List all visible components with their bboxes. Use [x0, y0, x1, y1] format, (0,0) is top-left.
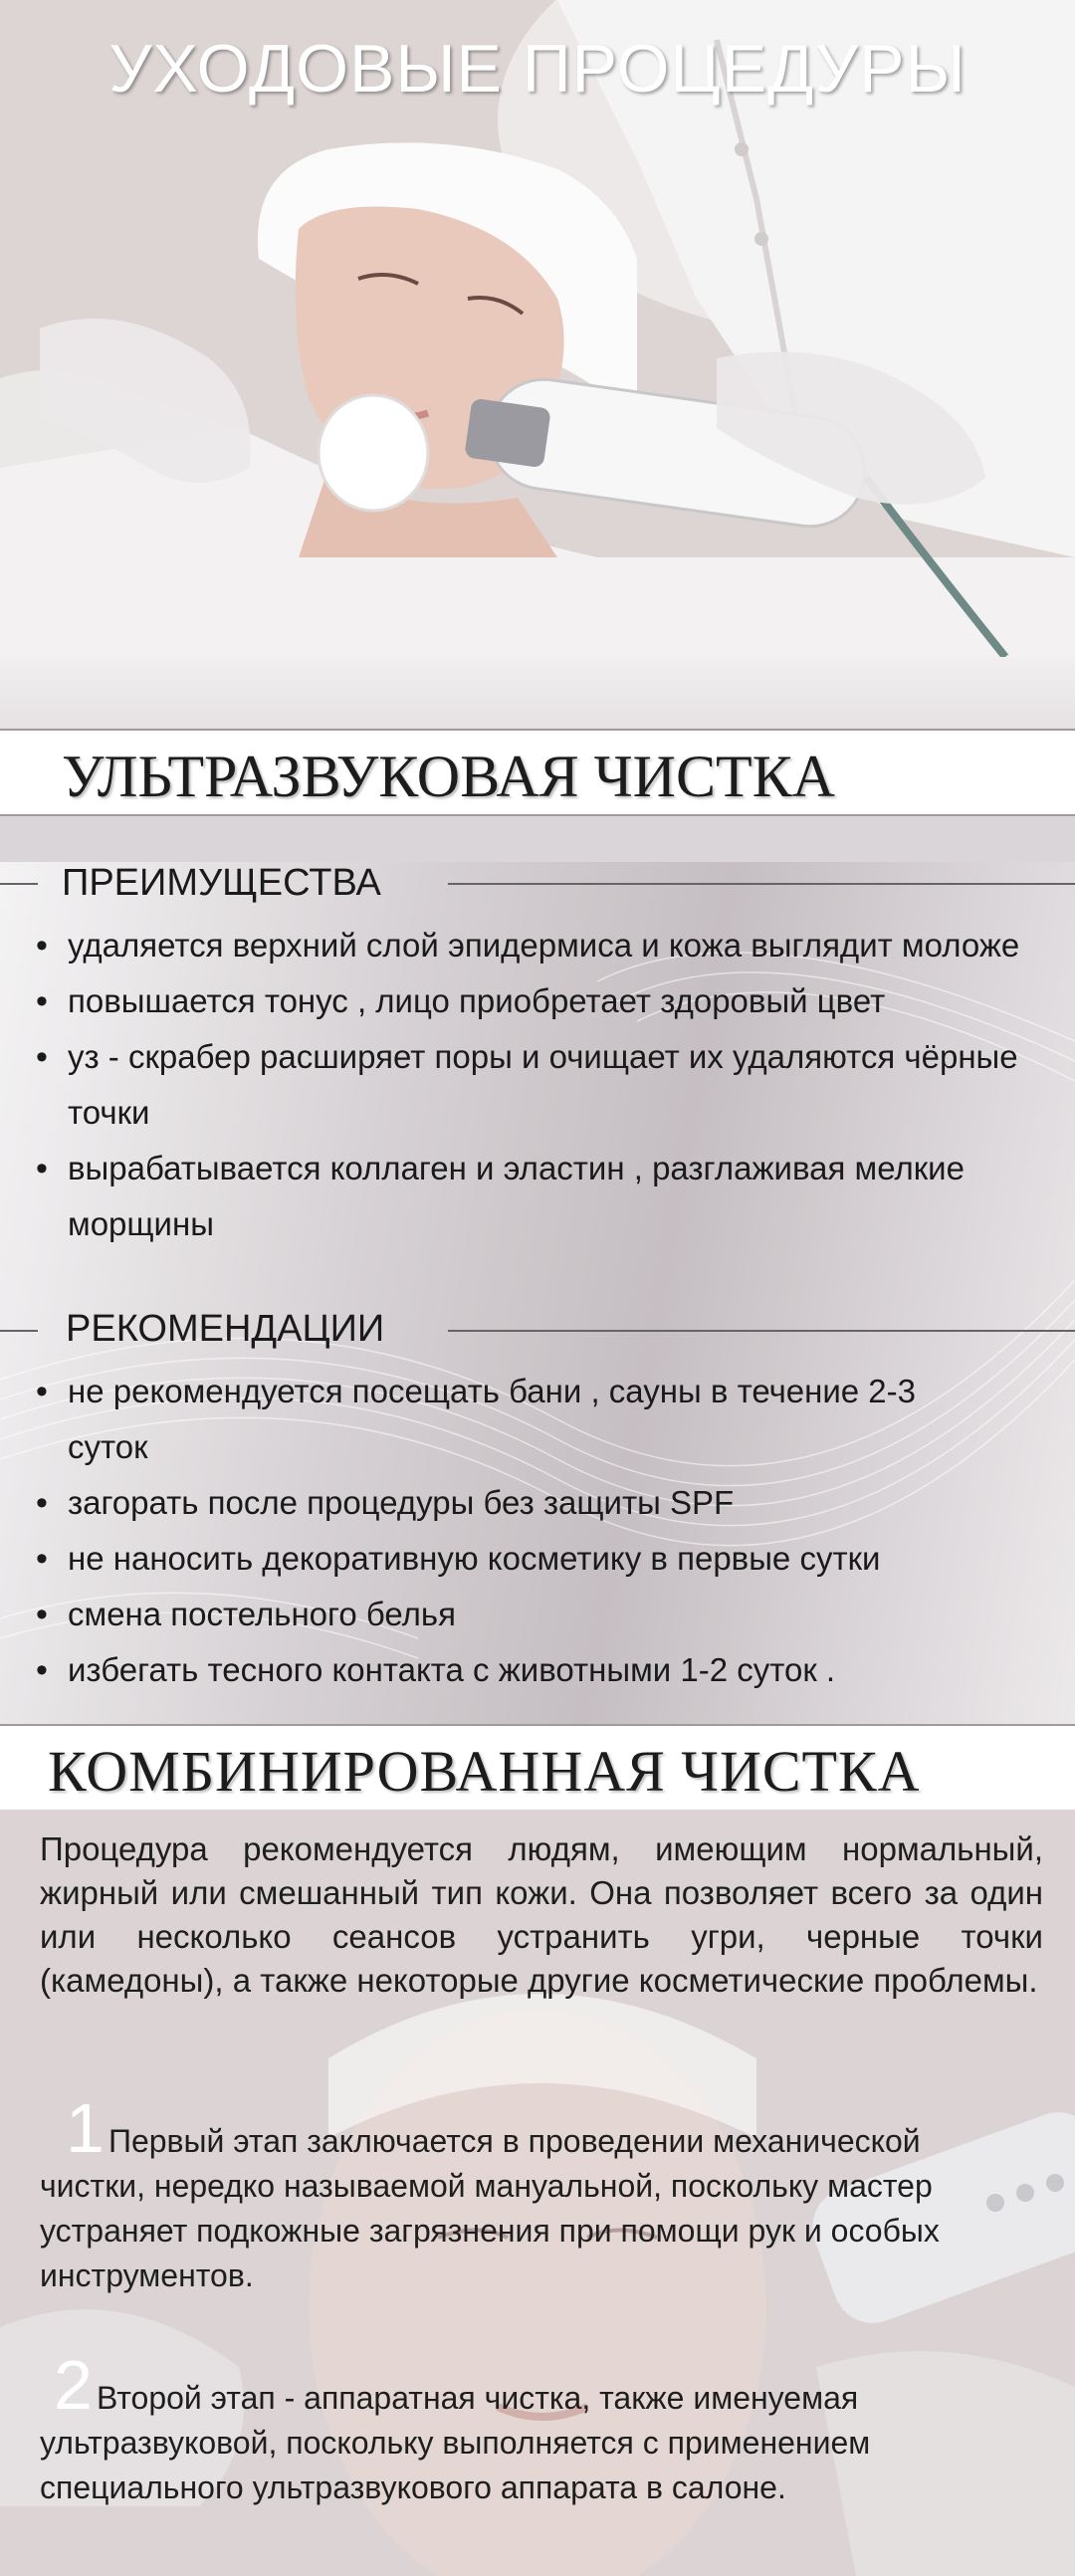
- step-number: 2: [54, 2346, 93, 2424]
- step-text: Первый этап заключается в проведении механической чистки, нередко называемой мануальной, поскольку мастер устраняет подкожные загрязнения при помощи рук и особых инструментов.: [40, 2123, 940, 2293]
- divider-strip: [0, 657, 1075, 729]
- list-item: • не рекомендуется посещать бани , сауны в течение 2-3 суток: [36, 1364, 1003, 1475]
- ultrasonic-title-band: [0, 729, 1075, 816]
- step-text: Второй этап - аппаратная чистка, также именуемая ультразвуковой, поскольку выполняется с применением специального ультразвукового аппарата в салоне.: [40, 2380, 871, 2505]
- list-item: • удаляется верхний слой эпидермиса и кожа выглядит моложе: [36, 918, 1043, 973]
- hero-title: УХОДОВЫЕ ПРОЦЕДУРЫ: [108, 31, 967, 107]
- list-item: • смена постельного белья: [36, 1587, 1071, 1642]
- advantages-heading: ПРЕИМУЩЕСТВА: [62, 862, 381, 904]
- combined-title: КОМБИНИРОВАННАЯ ЧИСТКА: [48, 1739, 921, 1804]
- advantages-list: [36, 918, 1071, 1252]
- step-1: [40, 2089, 1015, 2298]
- list-item: • повышается тонус , лицо приобретает здоровый цвет: [36, 973, 1071, 1029]
- list-item: • загорать после процедуры без защиты SPF: [36, 1475, 1071, 1531]
- list-item: • избегать тесного контакта с животными 1-2 суток .: [36, 1642, 1071, 1698]
- combined-intro: Процедура рекомендуется людям, имеющим нормальный, жирный или смешанный тип кожи. Она позволяет всего за один или несколько сеансов устранить угри, черные точки (камедоны), а также некоторые другие косметические проблемы.: [40, 1830, 1043, 1999]
- recommendations-heading: РЕКОМЕНДАЦИИ: [66, 1308, 385, 1350]
- ultrasonic-title: УЛЬТРАЗВУКОВАЯ ЧИСТКА: [62, 744, 836, 809]
- recommendations-rule-right: [448, 1330, 1075, 1332]
- advantages-rule-left: [0, 883, 38, 885]
- recommendations-list: [36, 1364, 1071, 1698]
- step-2: [40, 2346, 1025, 2510]
- advantages-rule-right: [448, 883, 1075, 885]
- list-item: • уз - скрабер расширяет поры и очищает их удаляются чёрные точки: [36, 1029, 1053, 1141]
- list-item: • вырабатывается коллаген и эластин , разглаживая мелкие морщины: [36, 1141, 1075, 1252]
- list-item: • не наносить декоративную косметику в первые сутки: [36, 1531, 1071, 1587]
- combined-title-band: [0, 1724, 1075, 1812]
- combined-section: [0, 1810, 1075, 2576]
- recommendations-rule-left: [0, 1330, 38, 1332]
- step-number: 1: [66, 2089, 105, 2167]
- ultrasonic-section: [0, 862, 1075, 1724]
